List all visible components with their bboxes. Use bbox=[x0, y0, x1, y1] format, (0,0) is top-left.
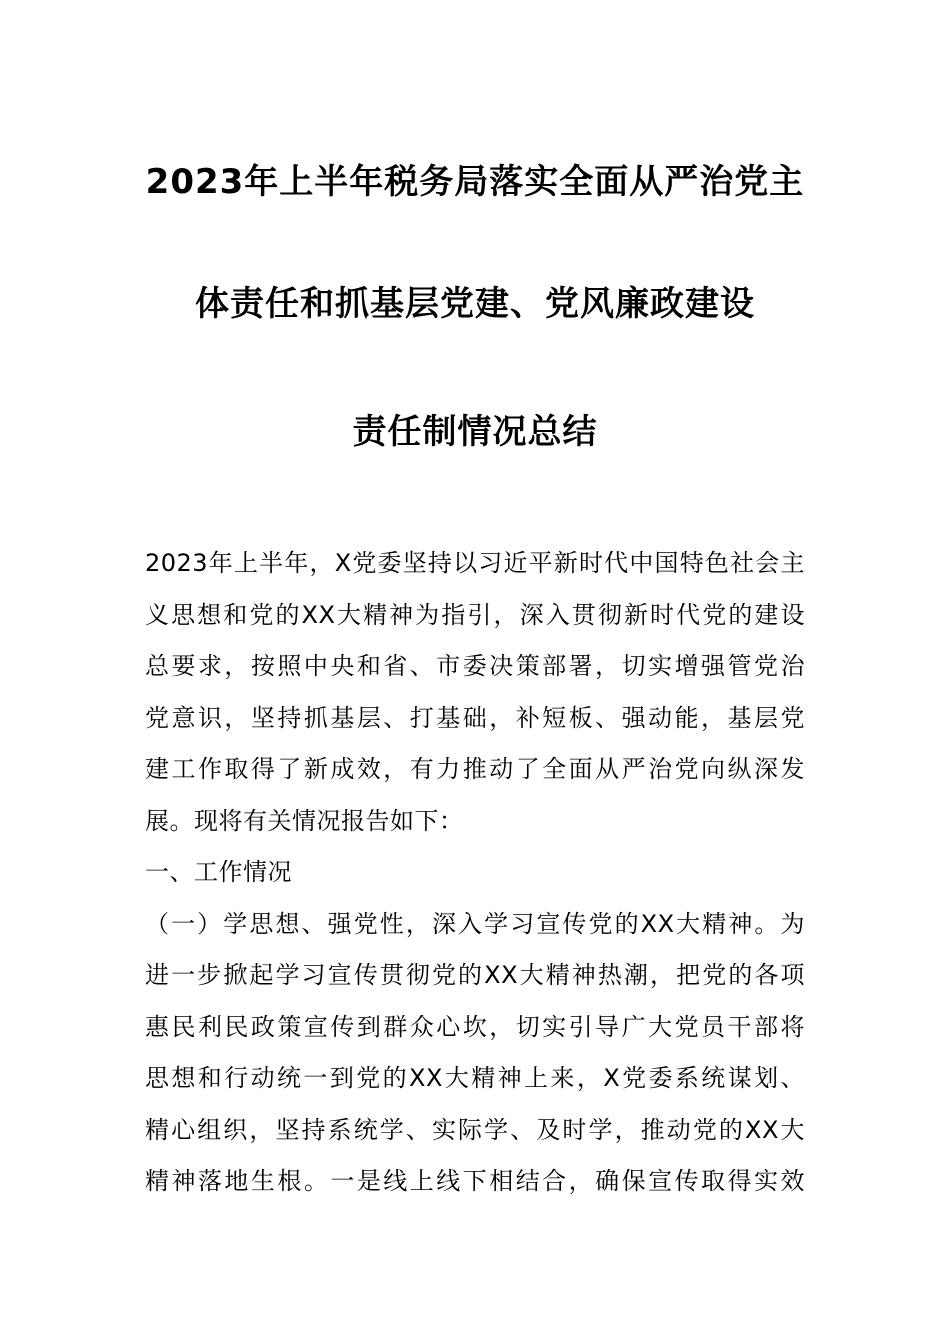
document-title-line-1: 2023年上半年税务局落实全面从严治党主 bbox=[145, 162, 805, 202]
section-heading: 一、工作情况 bbox=[145, 858, 292, 886]
body-line: 进一步掀起学习宣传贯彻党的XX大精神热潮，把党的各项 bbox=[145, 961, 805, 989]
body-line: 党意识，坚持抓基层、打基础，补短板、强动能，基层党 bbox=[145, 703, 805, 732]
body-line: 展。现将有关情况报告如下： bbox=[145, 806, 464, 835]
body-line: 思想和行动统一到党的XX大精神上来，X党委系统谋划、 bbox=[145, 1064, 805, 1092]
document-title-line-2: 体责任和抓基层党建、党风廉政建设 bbox=[195, 284, 755, 324]
body-line: 建工作取得了新成效，有力推动了全面从严治党向纵深发 bbox=[145, 755, 805, 783]
body-line: 义思想和党的XX大精神为指引，深入贯彻新时代党的建设 bbox=[145, 600, 805, 629]
document-body bbox=[145, 538, 805, 1208]
body-line: 总要求，按照中央和省、市委决策部署，切实增强管党治 bbox=[145, 652, 805, 680]
body-line: 惠民利民政策宣传到群众心坎，切实引导广大党员干部将 bbox=[145, 1012, 805, 1041]
body-line: （一）学思想、强党性，深入学习宣传党的XX大精神。为 bbox=[145, 909, 805, 938]
body-line: 2023年上半年，X党委坚持以习近平新时代中国特色社会主 bbox=[145, 549, 805, 577]
body-line: 精心组织，坚持系统学、实际学、及时学，推动党的XX大 bbox=[145, 1115, 805, 1144]
document-title-line-3: 责任制情况总结 bbox=[352, 412, 598, 452]
body-line: 精神落地生根。一是线上线下相结合，确保宣传取得实效 bbox=[145, 1167, 805, 1195]
